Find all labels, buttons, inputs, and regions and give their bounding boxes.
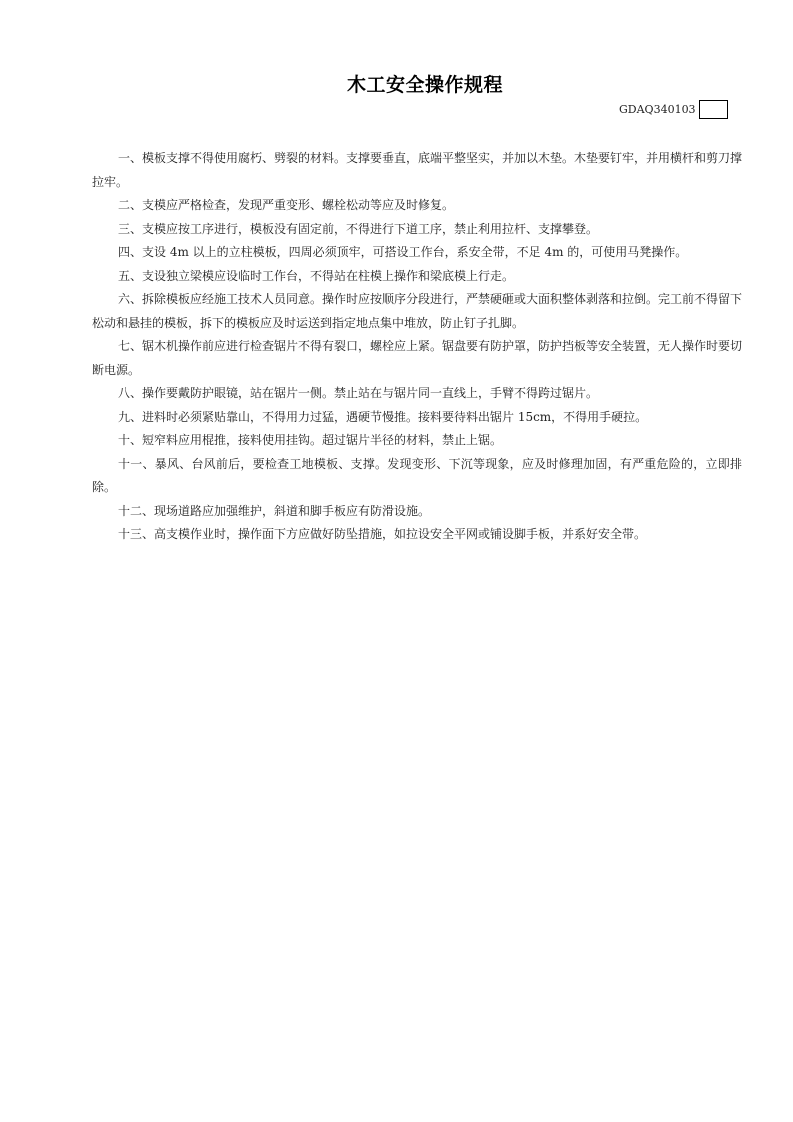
regulation-item-8: 八、操作要戴防护眼镜，站在锯片一侧。禁止站在与锯片同一直线上，手臂不得跨过锯片。 xyxy=(118,386,599,400)
regulation-item-2: 二、支模应严格检查，发现严重变形、螺栓松动等应及时修复。 xyxy=(118,198,455,212)
regulation-item-13: 十三、高支模作业时，操作面下方应做好防坠措施，如拉设安全平网或铺设脚手板，并系好安全带。 xyxy=(118,527,647,541)
document-code-box xyxy=(699,100,728,119)
regulation-item-12: 十二、现场道路应加强维护，斜道和脚手板应有防滑设施。 xyxy=(118,503,431,518)
regulation-item-6: 六、拆除模板应经施工技术人员同意。操作时应按顺序分段进行，严禁硬砸或大面积整体剥落和拉倒。完工前不得留下松动和悬挂的模板，拆下的模板应及时运送到指定地点集中堆放，防止钉子扎脚。 xyxy=(92,292,743,330)
document-code-row xyxy=(619,99,728,119)
regulation-item-5: 五、支设独立梁模应设临时工作台，不得站在柱模上操作和梁底模上行走。 xyxy=(118,268,515,283)
regulation-item-3: 三、支模应按工序进行，模板没有固定前，不得进行下道工序，禁止利用拉杆、支撑攀登。 xyxy=(118,221,599,236)
regulation-item-9: 九、进料时必须紧贴靠山，不得用力过猛，遇硬节慢推。接料要待料出锯片 15cm，不得用手硬拉。 xyxy=(118,409,648,424)
regulation-item-11: 十一、暴风、台风前后，要检查工地模板、支撑。发现变形、下沉等现象，应及时修理加固，有严重危险的，立即排除。 xyxy=(92,456,742,494)
document-code: GDAQ340103 xyxy=(619,102,696,116)
regulation-body xyxy=(92,147,742,547)
regulation-item-10: 十、短窄料应用棍推，接料使用挂钩。超过锯片半径的材料，禁止上锯。 xyxy=(118,433,503,447)
regulation-item-4: 四、支设 4m 以上的立柱模板，四周必须顶牢，可搭设工作台，系安全带，不足 4m 的，可使用马凳操作。 xyxy=(118,245,688,259)
document-title: 木工安全操作规程 xyxy=(346,74,503,96)
regulation-item-7: 七、锯木机操作前应进行检查锯片不得有裂口，螺栓应上紧。锯盘要有防护罩，防护挡板等安全装置，无人操作时要切断电源。 xyxy=(92,339,743,377)
regulation-item-1: 一、模板支撑不得使用腐朽、劈裂的材料。支撑要垂直，底端平整坚实，并加以木垫。木垫要钉牢，并用横杆和剪刀撑拉牢。 xyxy=(92,151,743,189)
